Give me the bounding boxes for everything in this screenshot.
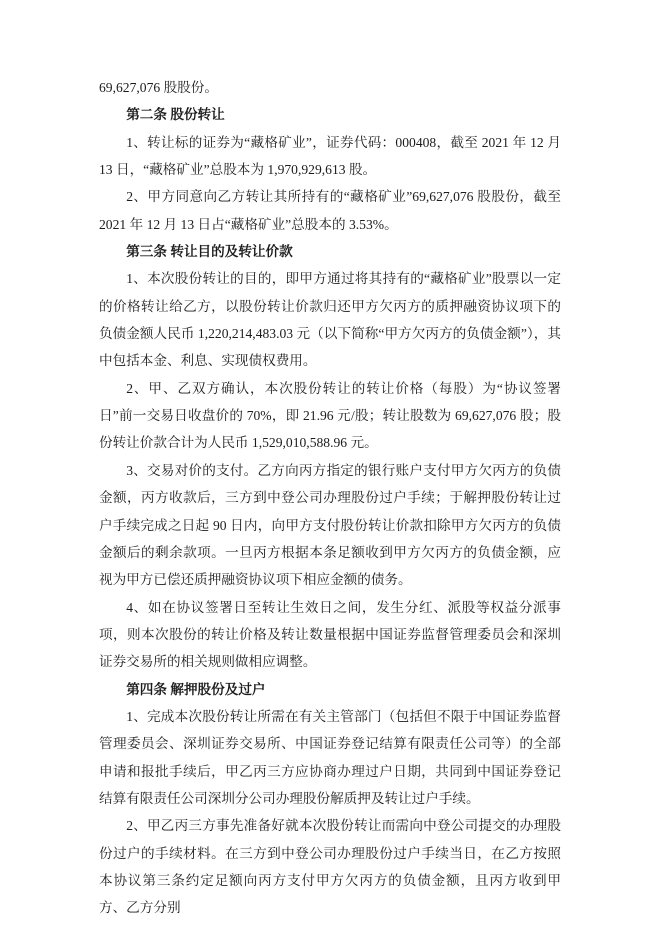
- article2-clause-2: 2、甲方同意向乙方转让其所持有的“藏格矿业”69,627,076 股股份，截至 2021 年 12 月 13 日占“藏格矿业”总股本的 3.53%。: [99, 189, 561, 232]
- continuation-text: 69,627,076 股股份。: [99, 80, 218, 95]
- article4-clause-2: 2、甲乙丙三方事先准备好就本次股份转让而需向中登公司提交的办理股份过户的手续材料。在三方到中登公司办理股份过户手续当日，在乙方按照本协议第三条约定足额向丙方支付甲方欠丙方的负债金额，且丙方收到甲方、乙方分别: [99, 818, 561, 916]
- document-content: [99, 74, 561, 922]
- article3-clause-3: 3、交易对价的支付。乙方向丙方指定的银行账户支付甲方欠丙方的负债金额，丙方收款后，三方到中登公司办理股份过户手续；于解押股份转让过户手续完成之日起 90 日内，向甲方支付股份转让价款扣除甲方欠丙方的负债金额后的剩余款项。一旦丙方根据本条足额收到甲方欠丙方的负债金额，应视为甲方已偿还质押融资协议项下相应金额的债务。: [99, 462, 561, 588]
- heading-article-3: 第三条 转让目的及转让价款: [126, 244, 293, 260]
- heading-article-4: 第四条 解押股份及过户: [126, 681, 266, 697]
- article3-clause-1: 1、本次股份转让的目的，即甲方通过将其持有的“藏格矿业”股票以一定的价格转让给乙方，以股份转让价款归还甲方欠丙方的质押融资协议项下的负债金额人民币 1,220,214,483.03 元（以下简称“甲方欠丙方的负债金额”），其中包括本金、利息、实现债权费用。: [99, 271, 561, 369]
- heading-article-2: 第二条 股份转让: [126, 107, 225, 123]
- article2-clause-1: 1、转让标的证券为“藏格矿业”，证券代码：000408，截至 2021 年 12 月 13 日，“藏格矿业”总股本为 1,970,929,613 股。: [99, 134, 561, 178]
- article3-clause-4: 4、如在协议签署日至转让生效日之间，发生分红、派股等权益分派事项，则本次股份的转让价格及转让数量根据中国证券监督管理委员会和深圳证券交易所的相关规则做相应调整。: [99, 599, 561, 670]
- article3-clause-2: 2、甲、乙双方确认，本次股份转让的转让价格（每股）为“协议签署日”前一交易日收盘价的 70%，即 21.96 元/股；转让股数为 69,627,076 股；股份转让价款合计为人民币 1,529,010,588.96 元。: [99, 380, 561, 451]
- article4-clause-1: 1、完成本次股份转让所需在有关主管部门（包括但不限于中国证券监督管理委员会、深圳证券交易所、中国证券登记结算有限责任公司等）的全部申请和报批手续后，甲乙丙三方应协商办理过户日期，共同到中国证券登记结算有限责任公司深圳分公司办理股份解质押及转让过户手续。: [99, 708, 561, 806]
